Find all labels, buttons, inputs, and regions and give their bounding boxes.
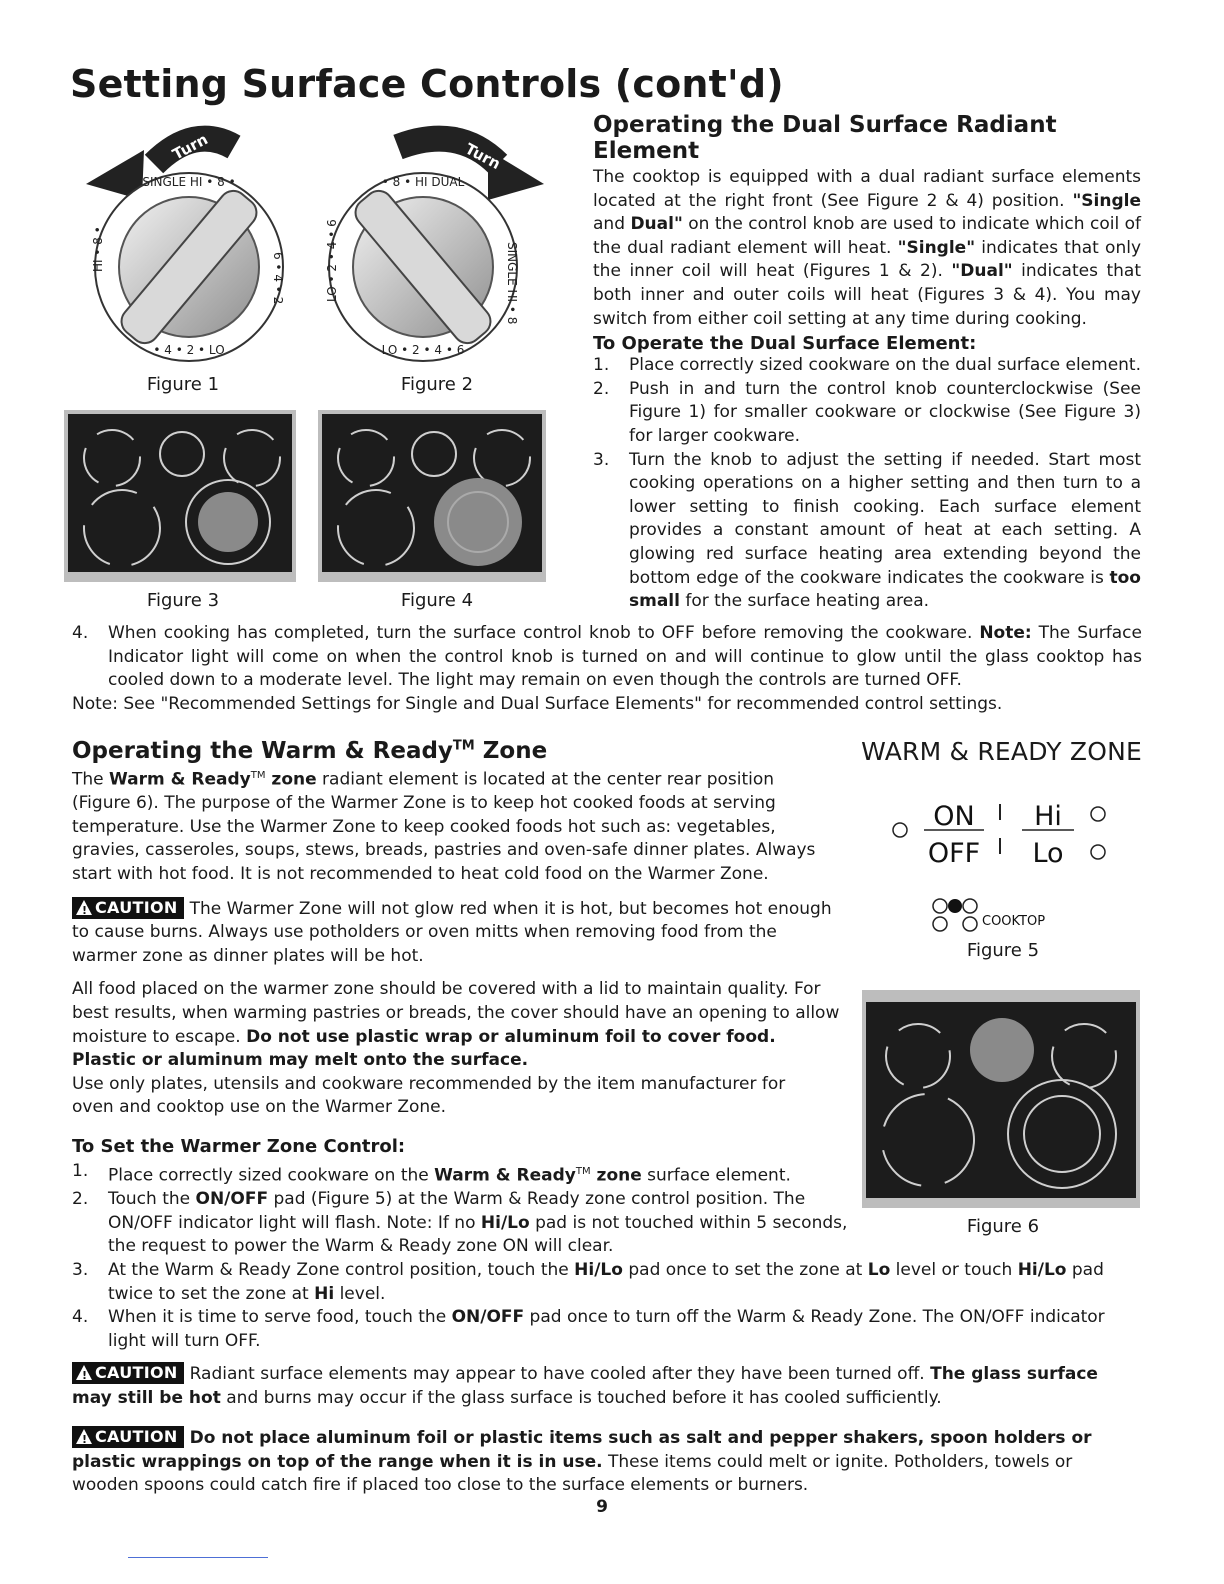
svg-text:LO • 2 • 4 • 6: LO • 2 • 4 • 6 <box>325 219 339 302</box>
dual-subheading: To Operate the Dual Surface Element: <box>593 333 977 355</box>
svg-text:• 8 • HI DUAL: • 8 • HI DUAL <box>381 175 465 189</box>
lo-indicator-icon <box>1091 845 1105 859</box>
warm-subheading: To Set the Warmer Zone Control: <box>72 1135 406 1157</box>
locator-center-rear-icon <box>948 899 962 913</box>
svg-text:• 4 • 2 • LO: • 4 • 2 • LO <box>153 343 225 357</box>
turn-label-2: Turn <box>462 139 504 174</box>
locator-right-front-icon <box>963 917 977 931</box>
figure-6-caption: Figure 6 <box>966 1216 1040 1237</box>
warm-cover-para: All food placed on the warmer zone should be covered with a lid to maintain quality. For best results, when warming pastries or breads, the cover should have an opening to allow moisture to escape. Do not use plastic wrap or aluminum foil to cover food. Plastic or aluminum may melt onto the surface. <box>72 979 840 1071</box>
list-item: 2. Push in and turn the control knob counterclockwise (See Figure 1) for smaller cookware or clockwise (See Figure 3) for larger cookware. <box>593 378 1141 446</box>
page-title: Setting Surface Controls (cont'd) <box>70 62 784 106</box>
figure-5-caption: Figure 5 <box>966 940 1040 961</box>
dual-intro: The cooktop is equipped with a dual radiant surface elements located at the right front (See Figure 2 & 4) position. "Single and Dual" on the control knob are used to indicate which coil of the dual radiant element will heat. "Single" indicates that only the inner coil will heat (Figures 1 & 2). "Dual" indicates that both inner and outer coils will heat (Figures 3 & 4). You may switch from either coil setting at any time during cooking. <box>593 167 1142 329</box>
knob-figure-1 <box>84 112 294 372</box>
locator-left-rear-icon <box>933 899 947 913</box>
list-item: 1. Place correctly sized cookware on the dual surface element. <box>593 355 1141 376</box>
warm-heading: Operating the Warm & Ready™ Zone <box>72 738 548 764</box>
warm-zone-glow <box>970 1018 1034 1082</box>
warm-intro: The Warm & Ready™ zone radiant element is located at the center rear position (Figure 6). The purpose of the Warmer Zone is to keep hot cooked foods at serving temperature. Use the Warmer Zone to keep cooked foods hot such as: vegetables, gravies, casseroles, soups, stews, breads, pastries and oven-safe dinner plates. Always start with hot food. It is not recommended to heat cold food on the Warmer Zone. <box>72 769 816 885</box>
caution-badge: !CAUTION <box>72 1362 184 1384</box>
warm-utensils-para: Use only plates, utensils and cookware recommended by the item manufacturer for oven and cooktop use on the Warmer Zone. <box>72 1073 786 1118</box>
on-off-indicator-icon <box>893 823 907 837</box>
caution-badge: !CAUTION <box>72 1426 184 1448</box>
footer-rule <box>128 1557 268 1558</box>
cooktop-label: COOKTOP <box>982 914 1046 929</box>
dual-section <box>593 112 1141 614</box>
figure-2-caption: Figure 2 <box>400 374 474 395</box>
lo-label: Lo <box>1032 838 1064 869</box>
list-item: 4. When it is time to serve food, touch the ON/OFF pad once to turn off the Warm & Ready Zone. The ON/OFF indicator light will turn OFF. <box>72 1307 1105 1351</box>
figure-3-caption: Figure 3 <box>146 590 220 611</box>
cooktop-locator <box>930 896 1080 938</box>
dual-steps <box>593 354 1141 614</box>
list-item: 2. Touch the ON/OFF pad (Figure 5) at the Warm & Ready zone control position. The ON/OFF indicator light will flash. Note: If no Hi/Lo pad is not touched within 5 seconds, the request to power the Warm & Ready zone ON will clear. <box>72 1189 848 1257</box>
cooktop-figure-4 <box>318 410 546 582</box>
svg-text:6 • 4 • 2: 6 • 4 • 2 <box>271 252 285 305</box>
turn-label-1: Turn <box>169 130 211 164</box>
cooktop-figure-3 <box>64 410 296 582</box>
hi-label: Hi <box>1034 801 1062 832</box>
svg-text:HI • 8 •: HI • 8 • <box>91 226 105 272</box>
page-number: 9 <box>596 1497 608 1517</box>
warning-triangle-icon <box>76 900 92 915</box>
caution-badge: !CAUTION <box>72 897 184 919</box>
caution-glass-hot: !CAUTION Radiant surface elements may appear to have cooled after they have been turned off. The glass surface may still be hot and burns may occur if the glass surface is touched before it has cooled sufficiently. <box>72 1362 1142 1410</box>
list-item: 3. Turn the knob to adjust the setting if needed. Start most cooking operations on a higher setting and then turn to a lower setting to finish cooking. Each surface element provides a constant amount of heat at each setting. A glowing red surface heating area extending beyond the bottom edge of the cookware indicates the cookware is too small for the surface heating area. <box>593 449 1141 612</box>
warning-triangle-icon <box>76 1429 92 1444</box>
warning-triangle-icon <box>76 1365 92 1380</box>
locator-left-front-icon <box>933 917 947 931</box>
bottom-cautions <box>72 1362 1142 1498</box>
list-item: 3. At the Warm & Ready Zone control position, touch the Hi/Lo pad once to set the zone at Lo level or touch Hi/Lo pad twice to set the zone at Hi level. <box>72 1260 1104 1304</box>
figure-1-caption: Figure 1 <box>146 374 220 395</box>
dual-step-4: 4. When cooking has completed, turn the surface control knob to OFF before removing the cookware. Note: The Surface Indicator light will come on when the control knob is turned on and will continue to glow until the glass cooktop has cooled down to a moderate level. The light may remain on even though the controls are turned OFF. Note: See "Recommended Settings for Single and Dual Surface Elements" for recommended control settings. <box>72 622 1142 716</box>
dual-heading: Operating the Dual Surface Radiant Element <box>593 112 1057 164</box>
svg-text:LO • 2 • 4 • 6: LO • 2 • 4 • 6 <box>381 343 465 357</box>
svg-text:SINGLE HI • 8 •: SINGLE HI • 8 • <box>142 175 236 189</box>
svg-text:SINGLE HI • 8: SINGLE HI • 8 <box>505 242 519 325</box>
hi-indicator-icon <box>1091 807 1105 821</box>
list-item: 1. Place correctly sized cookware on the Warm & Ready™ zone surface element. <box>72 1161 791 1186</box>
cooktop-figure-6 <box>862 990 1140 1208</box>
warm-control-panel <box>888 790 1118 880</box>
off-label: OFF <box>927 838 981 869</box>
dual-note: Note: See "Recommended Settings for Single and Dual Surface Elements" for recommended control settings. <box>72 693 1003 714</box>
knob-figure-2 <box>318 112 548 372</box>
figure-4-caption: Figure 4 <box>400 590 474 611</box>
panel-title: WARM & READY ZONE <box>861 737 1142 766</box>
locator-right-rear-icon <box>963 899 977 913</box>
burner-right-front-glow <box>198 492 258 552</box>
on-label: ON <box>933 801 975 832</box>
warm-section <box>72 738 844 1157</box>
caution-foil: !CAUTION Do not place aluminum foil or plastic items such as salt and pepper shakers, spoon holders or plastic wrappings on top of the range when it is in use. These items could melt or ignite. Potholders, towels or wooden spoons could catch fire if placed too close to the surface elements or burners. <box>72 1426 1142 1498</box>
warm-caution: !CAUTION The Warmer Zone will not glow red when it is hot, but becomes hot enough to cause burns. Always use potholders or oven mitts when removing food from the warmer zone as dinner plates will be hot. <box>72 897 844 969</box>
